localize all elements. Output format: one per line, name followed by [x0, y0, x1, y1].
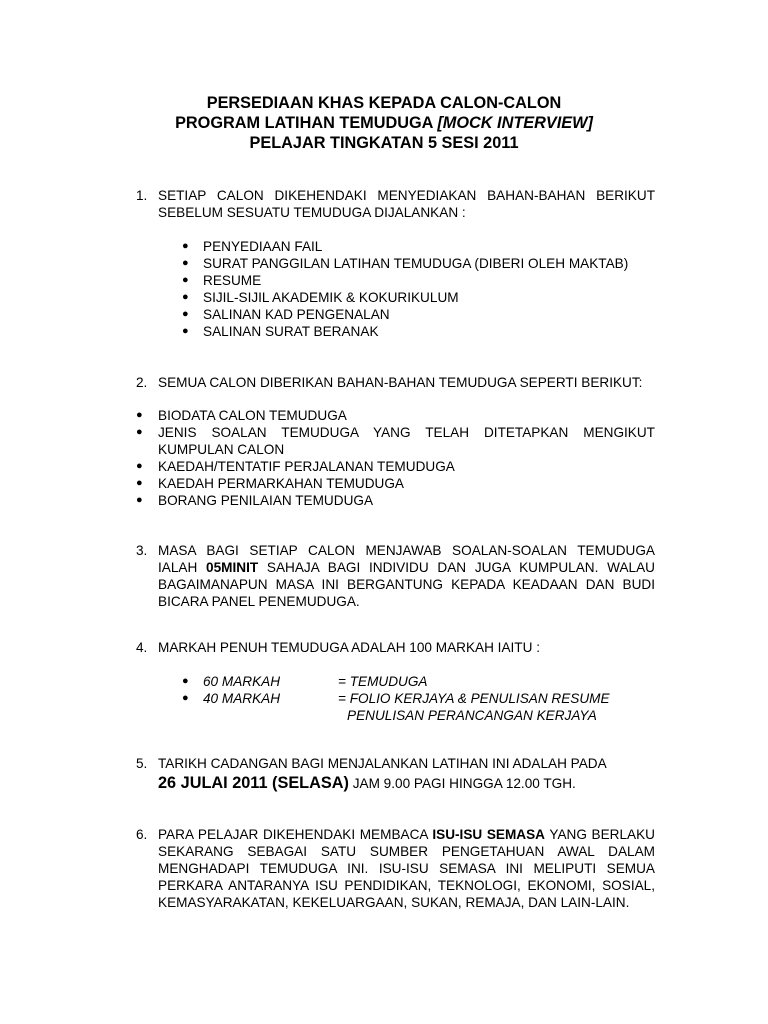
list-item: ● JENIS SOALAN TEMUDUGA YANG TELAH DITETAPKAN MENGIKUT KUMPULAN CALON [136, 425, 655, 457]
bullet-icon: ● [182, 325, 189, 337]
title-line-1: PERSEDIAAN KHAS KEPADA CALON-CALON [206, 94, 562, 112]
bullet-icon: ● [182, 675, 189, 687]
section-2-list [136, 407, 655, 509]
title-line-2 [0, 113, 768, 133]
section-4-number: 4. [136, 640, 148, 655]
bullet-icon: ● [182, 692, 189, 704]
interview-date: 26 JULAI 2011 (SELASA) [158, 774, 349, 792]
marks-row-continuation: PENULISAN PERANCANGAN KERJAYA [347, 708, 597, 723]
section-2-text: SEMUA CALON DIBERIKAN BAHAN-BAHAN TEMUDUGA SEPERTI BERIKUT: [158, 375, 643, 390]
list-item: ● KAEDAH/TENTATIF PERJALANAN TEMUDUGA [136, 459, 455, 474]
bullet-icon: ● [182, 308, 189, 320]
list-item: ● SALINAN KAD PENGENALAN [182, 307, 390, 322]
list-item: ● SIJIL-SIJIL AKADEMIK & KOKURIKULUM [182, 290, 459, 305]
list-item: ● PENYEDIAAN FAIL [182, 239, 323, 254]
section-3-number: 3. [136, 543, 148, 558]
bullet-icon: ● [136, 409, 143, 421]
section-6-text: PARA PELAJAR DIKEHENDAKI MEMBACA ISU-ISU SEMASA YANG BERLAKU SEKARANG SEBAGAI SATU SUMBER PENGETAHUAN AWAL DALAM MENGHADAPI TEMUDUGA INI. ISU-ISU SEMASA INI MELIPUTI SEMUA PERKARA ANTARANYA ISU PENDIDIKAN, TEKNOLOGI, EKONOMI, SOSIAL, KEMASYARAKATAN, KEKELUARGAAN, SUKAN, REMAJA, DAN LAIN-LAIN. [158, 827, 655, 910]
section-1-number: 1. [136, 188, 148, 203]
bullet-icon: ● [182, 240, 189, 252]
bullet-icon: ● [182, 257, 189, 269]
document-title [0, 93, 768, 153]
list-item: ● BIODATA CALON TEMUDUGA [136, 408, 347, 423]
list-item: ● BORANG PENILAIAN TEMUDUGA [136, 493, 374, 508]
list-item: ● SURAT PANGGILAN LATIHAN TEMUDUGA (DIBERI OLEH MAKTAB) [182, 256, 629, 271]
marks-row: ● 40 MARKAH = FOLIO KERJAYA & PENULISAN RESUME [182, 691, 610, 706]
section-2-number: 2. [136, 375, 148, 390]
title-line-3: PELAJAR TINGKATAN 5 SESI 2011 [249, 134, 519, 152]
list-item: ● RESUME [182, 273, 262, 288]
list-item: ● KAEDAH PERMARKAHAN TEMUDUGA [136, 476, 404, 491]
section-1-list [182, 238, 629, 340]
section-6-number: 6. [136, 827, 148, 842]
title-line-2-italic: [MOCK INTERVIEW] [437, 114, 593, 132]
section-4-text: MARKAH PENUH TEMUDUGA ADALAH 100 MARKAH IAITU : [158, 640, 540, 655]
current-issues-highlight: ISU-ISU SEMASA [432, 827, 545, 842]
bullet-icon: ● [136, 460, 143, 472]
section-5-text: TARIKH CADANGAN BAGI MENJALANKAN LATIHAN INI ADALAH PADA 26 JULAI 2011 (SELASA) JAM 9.00 PAGI HINGGA 12.00 TGH. [158, 756, 607, 792]
title-line-2-main: PROGRAM LATIHAN TEMUDUGA [175, 114, 438, 132]
section-4-marks-list [182, 673, 663, 724]
bullet-icon: ● [136, 477, 143, 489]
list-item: ● SALINAN SURAT BERANAK [182, 324, 379, 339]
marks-row: ● 60 MARKAH = TEMUDUGA [182, 674, 428, 689]
bullet-icon: ● [136, 426, 143, 438]
section-5-number: 5. [136, 756, 148, 771]
duration-highlight: 05MINIT [206, 560, 259, 575]
section-1-text: SETIAP CALON DIKEHENDAKI MENYEDIAKAN BAHAN-BAHAN BERIKUT SEBELUM SESUATU TEMUDUGA DIJALANKAN : [158, 188, 655, 220]
bullet-icon: ● [182, 274, 189, 286]
bullet-icon: ● [136, 494, 143, 506]
interview-time: JAM 9.00 PAGI HINGGA 12.00 TGH. [348, 776, 576, 791]
section-3-text: MASA BAGI SETIAP CALON MENJAWAB SOALAN-SOALAN TEMUDUGA IALAH 05MINIT SAHAJA BAGI INDIVIDU DAN JUGA KUMPULAN. WALAU BAGAIMANAPUN MASA INI BERGANTUNG KEPADA KEADAAN DAN BUDI BICARA PANEL PENEMUDUGA. [158, 543, 655, 609]
bullet-icon: ● [182, 291, 189, 303]
